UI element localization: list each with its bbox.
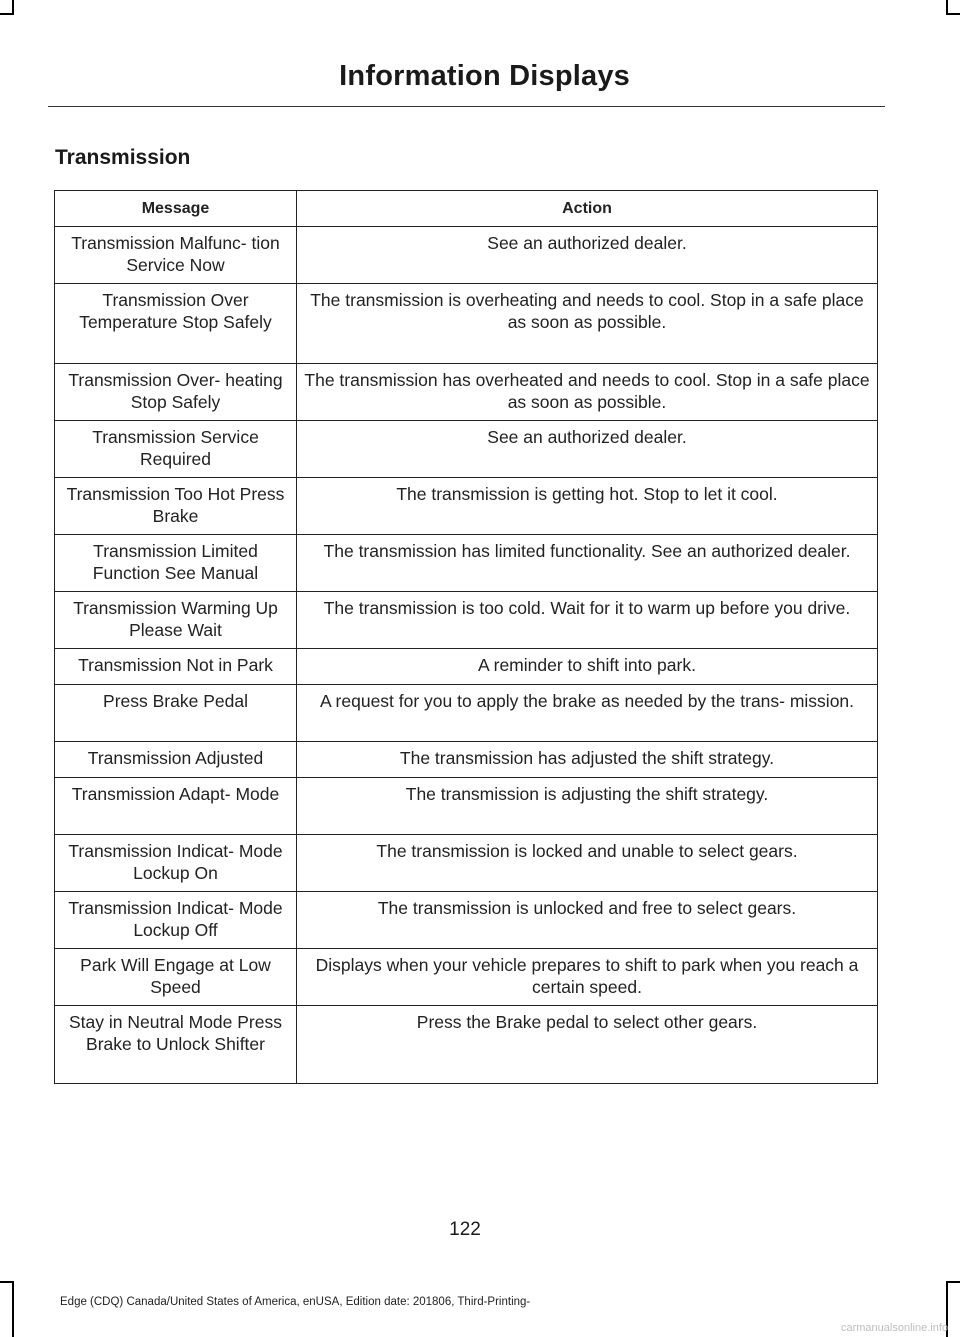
message-cell: Transmission Over Temperature Stop Safely [55,284,297,364]
message-cell: Transmission Adjusted [55,742,297,778]
message-cell: Transmission Warming Up Please Wait [55,592,297,649]
table-row [55,949,878,1006]
section-title: Transmission [55,146,191,169]
action-cell: The transmission is getting hot. Stop to let it cool. [297,478,878,535]
crop-mark-top-left-h [0,13,14,15]
table-header-row [55,191,878,227]
crop-mark-top-right-h [946,13,960,15]
message-cell: Transmission Limited Function See Manual [55,535,297,592]
action-cell: The transmission is adjusting the shift strategy. [297,778,878,835]
action-cell: Displays when your vehicle prepares to shift to park when you reach a certain speed. [297,949,878,1006]
transmission-messages-table [54,190,878,1084]
table-row [55,284,878,364]
message-cell: Transmission Too Hot Press Brake [55,478,297,535]
table-row [55,1006,878,1084]
message-cell: Press Brake Pedal [55,685,297,742]
table-row [55,778,878,835]
message-cell: Transmission Not in Park [55,649,297,685]
table-row [55,421,878,478]
message-cell: Transmission Indicat- Mode Lockup Off [55,892,297,949]
message-cell: Stay in Neutral Mode Press Brake to Unlock Shifter [55,1006,297,1084]
action-cell: The transmission has adjusted the shift strategy. [297,742,878,778]
header-divider [48,106,885,107]
table-row [55,649,878,685]
table-row [55,364,878,421]
crop-mark-bottom-left-h [0,1281,14,1283]
column-header-action: Action [297,191,878,227]
message-cell: Transmission Indicat- Mode Lockup On [55,835,297,892]
footer-edition-text: Edge (CDQ) Canada/United States of America, enUSA, Edition date: 201806, Third-Printing- [60,1296,531,1308]
table-row [55,592,878,649]
page-number: 122 [449,1219,481,1240]
action-cell: The transmission has overheated and needs to cool. Stop in a safe place as soon as possible. [297,364,878,421]
message-cell: Transmission Service Required [55,421,297,478]
page-header-title: Information Displays [339,60,630,92]
message-cell: Park Will Engage at Low Speed [55,949,297,1006]
crop-mark-bottom-right-h [946,1281,960,1283]
action-cell: See an authorized dealer. [297,227,878,284]
action-cell: See an authorized dealer. [297,421,878,478]
message-cell: Transmission Over- heating Stop Safely [55,364,297,421]
table-row [55,685,878,742]
action-cell: The transmission is too cold. Wait for it to warm up before you drive. [297,592,878,649]
watermark-text: carmanualsonline.info [840,1322,948,1334]
table-row [55,227,878,284]
action-cell: The transmission is locked and unable to select gears. [297,835,878,892]
table-row [55,535,878,592]
table-row [55,742,878,778]
action-cell: Press the Brake pedal to select other gears. [297,1006,878,1084]
action-cell: The transmission has limited functionality. See an authorized dealer. [297,535,878,592]
action-cell: The transmission is overheating and needs to cool. Stop in a safe place as soon as possible. [297,284,878,364]
table-row [55,478,878,535]
column-header-message: Message [55,191,297,227]
action-cell: The transmission is unlocked and free to select gears. [297,892,878,949]
table-row [55,892,878,949]
action-cell: A reminder to shift into park. [297,649,878,685]
table-row [55,835,878,892]
action-cell: A request for you to apply the brake as needed by the trans- mission. [297,685,878,742]
crop-mark-bottom-left-v [12,1281,14,1337]
message-cell: Transmission Malfunc- tion Service Now [55,227,297,284]
message-cell: Transmission Adapt- Mode [55,778,297,835]
